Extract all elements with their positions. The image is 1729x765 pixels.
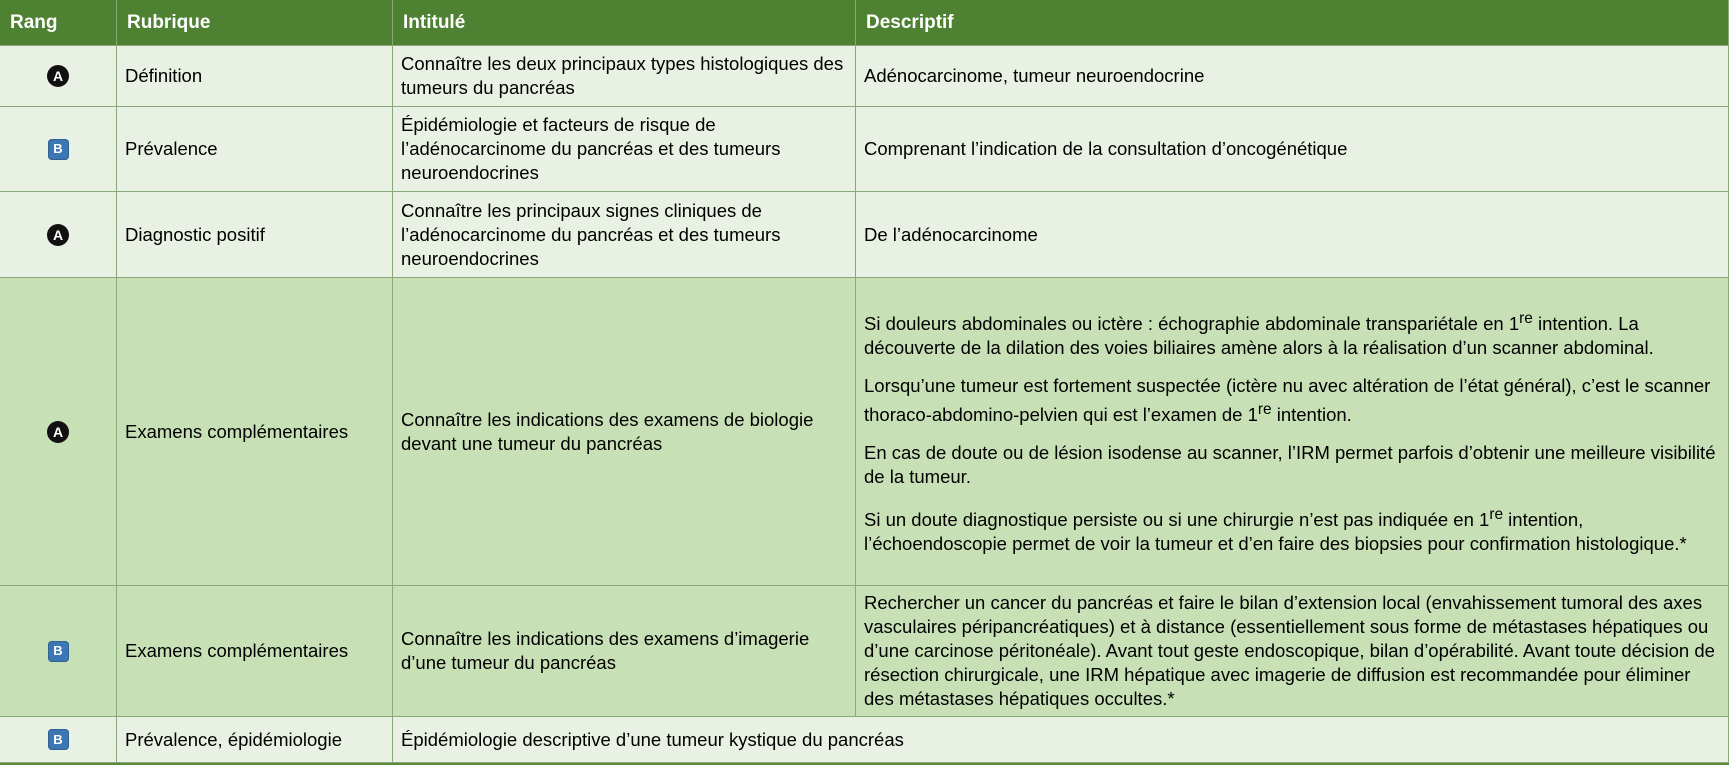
rank-a-icon: A xyxy=(47,65,69,87)
table-row-6-rang xyxy=(0,717,117,763)
table-row-3-intitule: Connaître les principaux signes cliniques de l’adénocarcinome du pancréas et des tumeurs neuroendocrines xyxy=(393,192,856,278)
header-descriptif: Descriptif xyxy=(856,0,1729,46)
rank-a-icon: A xyxy=(47,224,69,246)
table-row-3-descriptif: De l’adénocarcinome xyxy=(856,192,1729,278)
table-row-3-rubrique: Diagnostic positif xyxy=(117,192,393,278)
rank-b-icon: B xyxy=(48,729,69,750)
table-row-2-descriptif: Comprenant l’indication de la consultation d’oncogénétique xyxy=(856,107,1729,192)
table-row-1-descriptif: Adénocarcinome, tumeur neuroendocrine xyxy=(856,46,1729,107)
table-row-6-intitule: Épidémiologie descriptive d’une tumeur kystique du pancréas xyxy=(393,717,1729,763)
table-row-4-rang xyxy=(0,278,117,586)
table-row-6-rubrique: Prévalence, épidémiologie xyxy=(117,717,393,763)
table-row-5-rubrique: Examens complémentaires xyxy=(117,586,393,717)
header-rang: Rang xyxy=(0,0,117,46)
descriptif-paragraph: En cas de doute ou de lésion isodense au scanner, l’IRM permet parfois d’obtenir une meilleure visibilité de la tumeur. xyxy=(864,442,1716,488)
rank-b-icon: B xyxy=(48,641,69,662)
table-row-4-rubrique: Examens complémentaires xyxy=(117,278,393,586)
table-row-5-descriptif: Rechercher un cancer du pancréas et faire le bilan d’extension local (envahissement tumoral des axes vasculaires péripancréatiques) et à distance (essentiellement sous forme de métastases hépatiques ou d’une carcinose péritonéale). Avant tout geste endoscopique, bilan d’opérabilité. Avant toute décision de résection chirurgicale, une IRM hépatique avec imagerie de diffusion est recommandée pour éliminer des métastases hépatiques occultes.* xyxy=(856,586,1729,717)
header-rubrique: Rubrique xyxy=(117,0,393,46)
table-row-3-rang xyxy=(0,192,117,278)
table-row-4-intitule: Connaître les indications des examens de biologie devant une tumeur du pancréas xyxy=(393,278,856,586)
table-row-5-rang xyxy=(0,586,117,717)
header-intitule: Intitulé xyxy=(393,0,856,46)
table-row-2-rubrique: Prévalence xyxy=(117,107,393,192)
rank-b-icon: B xyxy=(48,139,69,160)
table-row-2-rang xyxy=(0,107,117,192)
rank-a-icon: A xyxy=(47,421,69,443)
descriptif-paragraph: Lorsqu’une tumeur est fortement suspectée (ictère nu avec altération de l’état général), c’est le scanner thoraco-abdomino-pelvien qui est l’examen de 1re intention. xyxy=(864,374,1711,426)
table-row-1-rang xyxy=(0,46,117,107)
descriptif-paragraph: Si douleurs abdominales ou ictère : échographie abdominale transpariétale en 1re intention. La découverte de la dilation des voies biliaires amène alors à la réalisation d’un scanner abdominal. xyxy=(864,309,1654,358)
descriptif-paragraph: Si un doute diagnostique persiste ou si une chirurgie n’est pas indiquée en 1re intention, l’échoendoscopie permet de voir la tumeur et d’en faire des biopsies pour confirmation histologique.* xyxy=(864,506,1687,555)
table-row-5-intitule: Connaître les indications des examens d’imagerie d’une tumeur du pancréas xyxy=(393,586,856,717)
table-row-1-rubrique: Définition xyxy=(117,46,393,107)
table-row-2-intitule: Épidémiologie et facteurs de risque de l’adénocarcinome du pancréas et des tumeurs neuroendocrines xyxy=(393,107,856,192)
table-row-1-intitule: Connaître les deux principaux types histologiques des tumeurs du pancréas xyxy=(393,46,856,107)
table-row-4-descriptif xyxy=(856,278,1729,586)
